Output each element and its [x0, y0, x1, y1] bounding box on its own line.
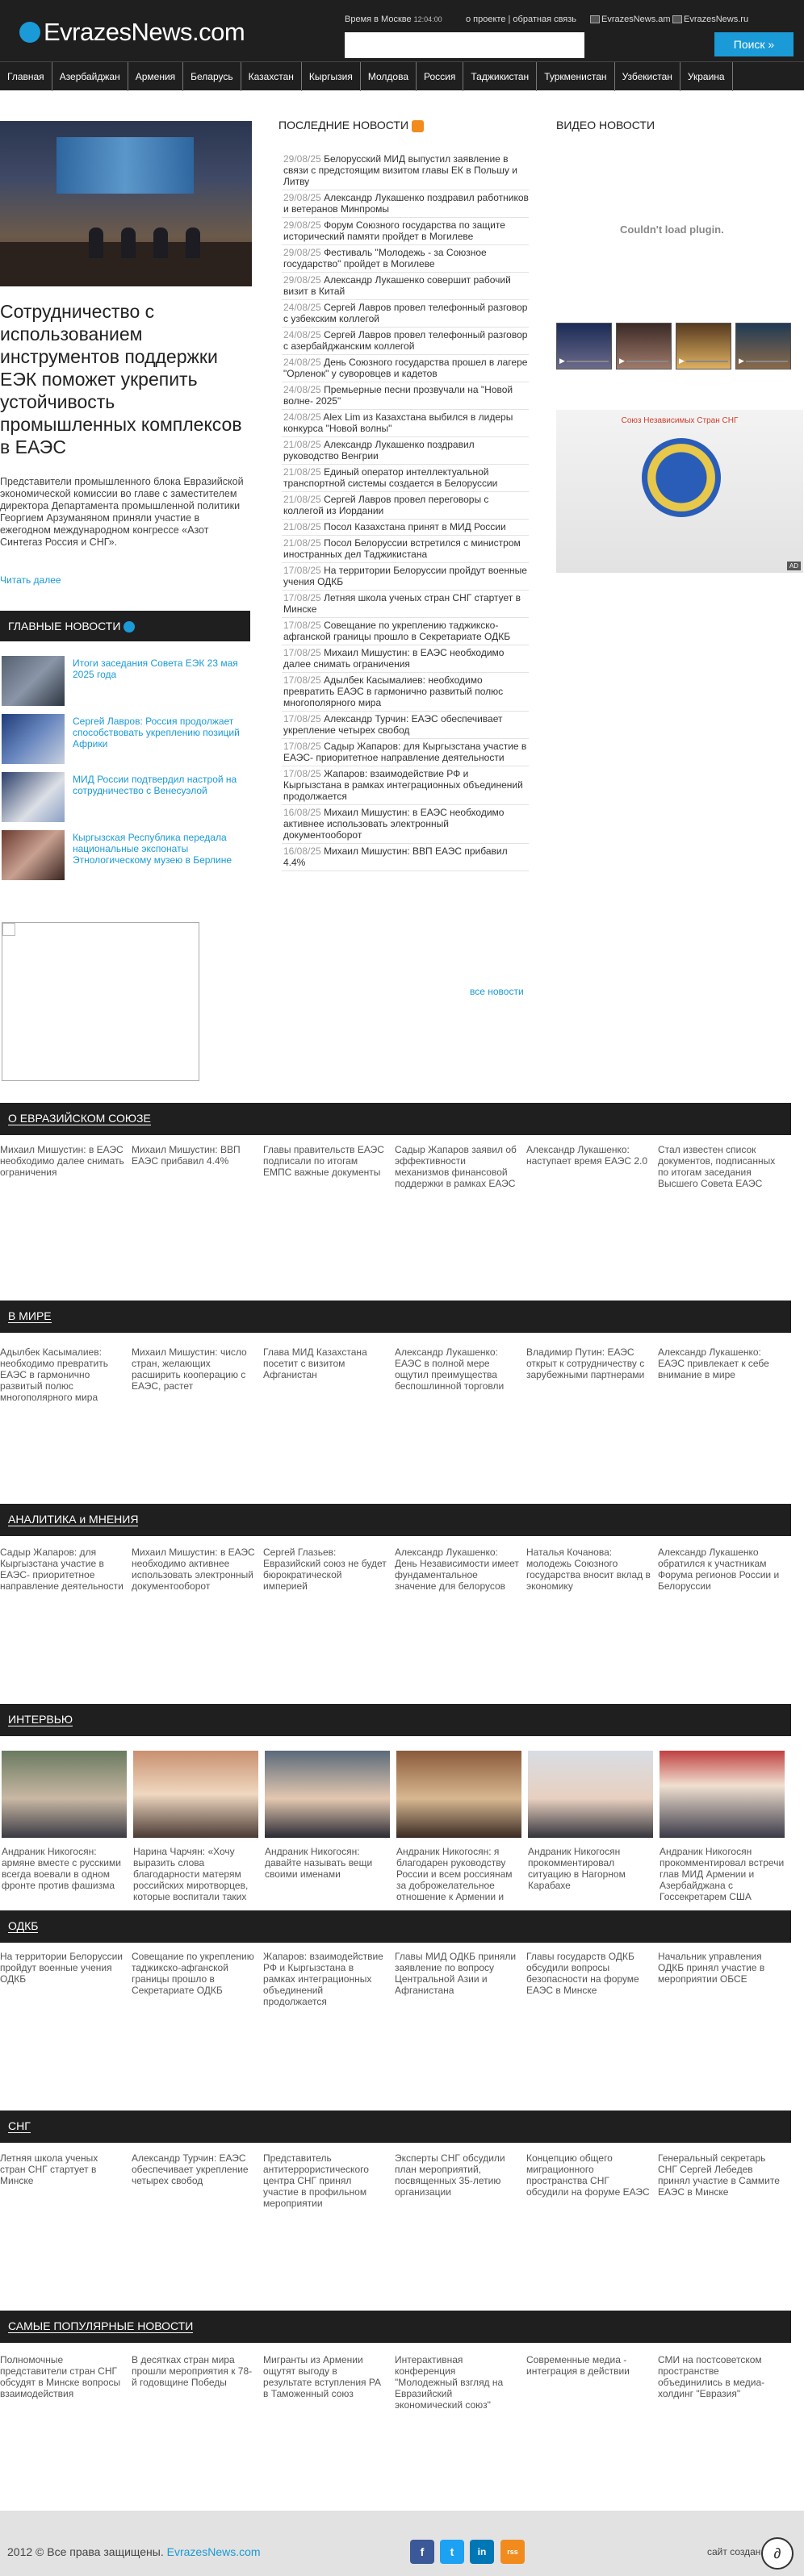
latest-news-item[interactable]: [282, 673, 529, 712]
news-title[interactable]: Александр Турчин: ЕАЭС обеспечивает укрепление четырех свобод: [283, 713, 503, 736]
latest-news-item[interactable]: [282, 382, 529, 410]
news-date: 24/08/25: [283, 329, 321, 340]
news-date: 17/08/25: [283, 565, 321, 576]
made-by-label: сайт создан: [707, 2546, 761, 2557]
moscow-time-value: 12:04:00: [413, 15, 442, 23]
news-date: 17/08/25: [283, 768, 321, 779]
section-item-link[interactable]: Александр Лукашенко: наступает время ЕАЭС 2.0: [526, 1144, 648, 1167]
feature-title[interactable]: Сотрудничество с использованием инструментов поддержки ЕЭК поможет укрепить устойчивость промышленных комплексов в ЕАЭС: [0, 301, 242, 457]
play-icon: ▶: [739, 357, 744, 365]
copyright: [7, 2545, 261, 2558]
latest-news-item[interactable]: [282, 520, 529, 536]
interview-photo[interactable]: [528, 1751, 653, 1838]
news-date: 17/08/25: [283, 647, 321, 658]
video-thumb[interactable]: [616, 323, 672, 369]
moscow-time: [345, 15, 442, 24]
latest-news-item[interactable]: [282, 739, 529, 766]
news-date: 24/08/25: [283, 302, 321, 313]
moscow-time-label: Время в Москве: [345, 15, 412, 24]
logo-globe-icon: [19, 22, 40, 43]
feature-lead: Представители промышленного блока Евразийской экономической комиссии во главе с заместителем директора Департамента промышленной политики Георгием Арзуманяном приняли участие в ежегодном международном конгрессе «Азот Синтегаз Россия и СНГ».: [0, 476, 244, 548]
latest-news-item[interactable]: [282, 805, 529, 844]
latest-news-item[interactable]: [282, 355, 529, 382]
interview-photo[interactable]: [133, 1751, 258, 1838]
play-icon: ▶: [559, 357, 565, 365]
interview-card[interactable]: [2, 1751, 127, 1891]
section-item-link[interactable]: Сергей Глазьев: Евразийский союз не будет бюрократической империей: [263, 1547, 387, 1592]
main-news-item[interactable]: [0, 830, 250, 882]
cis-banner[interactable]: [556, 410, 803, 573]
about-feedback-links[interactable]: о проекте | обратная связь: [466, 15, 577, 24]
linkedin-icon[interactable]: in: [470, 2540, 494, 2564]
interview-card[interactable]: [660, 1751, 785, 1902]
rss-icon[interactable]: [412, 120, 424, 132]
nav-item-2[interactable]: Армения: [128, 62, 183, 91]
news-title[interactable]: Летняя школа ученых стран СНГ стартует в Минске: [283, 592, 521, 615]
news-date: 21/08/25: [283, 537, 321, 549]
news-title[interactable]: Премьерные песни прозвучали на "Новой волне- 2025": [283, 384, 513, 407]
news-date: 16/08/25: [283, 807, 321, 818]
interview-link[interactable]: Андраник Никогосян прокомментировал встречи глав МИД Армении и Азербайджана с Госсекретарем США: [660, 1846, 785, 1902]
news-date: 24/08/25: [283, 411, 321, 423]
section-title[interactable]: ОДКБ: [8, 1919, 39, 1932]
section-item-link[interactable]: Генеральный секретарь СНГ Сергей Лебедев принял участие в Саммите ЕАЭС в Минске: [658, 2152, 780, 2198]
play-icon: ▶: [619, 357, 625, 365]
section-item-link[interactable]: Глава МИД Казахстана посетит с визитом Афганистан: [263, 1346, 367, 1380]
interview-link[interactable]: Андраник Никогосян: давайте называть вещи своими именами: [265, 1846, 373, 1880]
news-title[interactable]: Единый оператор интеллектуальной транспортной системы создается в Белоруссии: [283, 466, 498, 489]
interview-photo[interactable]: [265, 1751, 390, 1838]
video-thumb[interactable]: [676, 323, 731, 369]
latest-news-title: ПОСЛЕДНИЕ НОВОСТИ: [278, 119, 409, 132]
section-item-link[interactable]: Главы МИД ОДКБ приняли заявление по вопросу Центральной Азии и Афганистана: [395, 1951, 517, 1996]
news-date: 29/08/25: [283, 247, 321, 258]
news-date: 17/08/25: [283, 713, 321, 724]
news-date: 21/08/25: [283, 521, 321, 532]
section-item-link[interactable]: Адылбек Касымалиев: необходимо превратить ЕАЭС в гармонично развитый полюс многополярного мира: [0, 1346, 108, 1403]
main-news-thumb[interactable]: [2, 830, 65, 880]
all-news-link[interactable]: все новости: [470, 986, 524, 997]
section-title[interactable]: СНГ: [8, 2119, 31, 2132]
section-item-link[interactable]: Владимир Путин: ЕАЭС открыт к сотрудничеству с зарубежными партнерами: [526, 1346, 645, 1380]
top-bar: [0, 0, 804, 61]
news-title[interactable]: День Союзного государства прошел в лагере "Орленок" у суворовцев и кадетов: [283, 357, 528, 379]
developer-logo-icon[interactable]: ∂: [761, 2537, 794, 2570]
nav-item-8[interactable]: Таджикистан: [463, 62, 537, 91]
section-item-link[interactable]: Михаил Мишустин: число стран, желающих расширить кооперацию с ЕАЭС, растет: [132, 1346, 247, 1392]
latest-news-item[interactable]: [282, 536, 529, 563]
section-header-world: [0, 1301, 791, 1333]
news-title[interactable]: Форум Союзного государства по защите исторический памяти пройдет в Могилеве: [283, 219, 505, 242]
main-news-thumb[interactable]: [2, 714, 65, 764]
news-title[interactable]: Александр Лукашенко совершит рабочий визит в Китай: [283, 274, 511, 297]
latest-news-item[interactable]: [282, 492, 529, 520]
news-title[interactable]: Михаил Мишустин: ВВП ЕАЭС прибавил 4.4%: [283, 845, 508, 868]
nav-item-9[interactable]: Туркменистан: [537, 62, 614, 91]
news-title[interactable]: Адылбек Касымалиев: необходимо превратить ЕАЭС в гармонично развитый полюс многополярного мира: [283, 674, 504, 708]
interview-card[interactable]: [528, 1751, 653, 1891]
news-date: 29/08/25: [283, 274, 321, 286]
nav-item-4[interactable]: Казахстан: [241, 62, 302, 91]
video-thumb[interactable]: [735, 323, 791, 369]
flag-ru-icon: [672, 15, 682, 23]
facebook-icon[interactable]: f: [410, 2540, 434, 2564]
news-title[interactable]: Alex Lim из Казахстана выбился в лидеры конкурса "Новой волны": [283, 411, 513, 434]
interview-link[interactable]: Андраник Никогосян: армяне вместе с русскими всегда воевали в одном фронте против фашизма: [2, 1846, 121, 1891]
news-title[interactable]: Посол Казахстана принят в МИД России: [324, 521, 506, 532]
latest-news-list: [282, 152, 529, 871]
news-date: 24/08/25: [283, 357, 321, 368]
interview-card[interactable]: [133, 1751, 258, 1902]
section-item-link[interactable]: В десятках стран мира прошли мероприятия к 78-й годовщине Победы: [132, 2354, 253, 2388]
section-item-link[interactable]: Садыр Жапаров заявил об эффективности механизмов финансовой поддержки в рамках ЕАЭС: [395, 1144, 517, 1189]
main-news-link[interactable]: Итоги заседания Совета ЕЭК 23 мая 2025 года: [73, 658, 238, 680]
news-date: 17/08/25: [283, 620, 321, 631]
news-title[interactable]: Сергей Лавров провел телефонный разговор с узбекским коллегой: [283, 302, 528, 324]
play-icon: ▶: [679, 357, 685, 365]
latest-news-item[interactable]: [282, 766, 529, 805]
latest-news-header: [278, 119, 424, 132]
nav-item-11[interactable]: Украина: [680, 62, 733, 91]
latest-news-item[interactable]: [282, 645, 529, 673]
section-title[interactable]: О ЕВРАЗИЙСКОМ СОЮЗЕ: [8, 1112, 151, 1125]
section-item-link[interactable]: Представитель антитеррористического центра СНГ принял участие в профильном мероприятии: [263, 2152, 369, 2209]
interview-card[interactable]: [396, 1751, 521, 1902]
rss-footer-icon[interactable]: rss: [500, 2540, 525, 2564]
video-thumb[interactable]: [556, 323, 612, 369]
feature-photo[interactable]: [0, 121, 252, 286]
section-item-link[interactable]: Интерактивная конференция "Молодежный взгляд на Евразийский экономический союз": [395, 2354, 504, 2411]
section-item-link[interactable]: СМИ на постсоветском пространстве объединились в медиа-холдинг "Евразия": [658, 2354, 765, 2399]
broken-image-icon: [2, 923, 15, 936]
video-thumbnails: [556, 323, 803, 369]
nav-item-1[interactable]: Азербайджан: [52, 62, 128, 91]
section-header-popular: [0, 2311, 791, 2343]
flag-link-ru[interactable]: [672, 15, 748, 24]
interview-photo[interactable]: [396, 1751, 521, 1838]
latest-news-item[interactable]: [282, 300, 529, 328]
section-item-link[interactable]: Эксперты СНГ обсудили план мероприятий, посвященных 35-летию организации: [395, 2152, 505, 2198]
copyright-text: 2012 © Все права защищены.: [7, 2545, 164, 2558]
section-item-link[interactable]: Александр Турчин: ЕАЭС обеспечивает укрепление четырех свобод: [132, 2152, 249, 2186]
section-title[interactable]: АНАЛИТИКА и МНЕНИЯ: [8, 1513, 139, 1526]
latest-news-item[interactable]: [282, 410, 529, 437]
site-logo[interactable]: [19, 18, 245, 47]
section-item-link[interactable]: Начальник управления ОДКБ принял участие в мероприятии ОБСЕ: [658, 1951, 765, 1985]
main-news-title: ГЛАВНЫЕ НОВОСТИ: [8, 620, 121, 633]
nav-item-3[interactable]: Беларусь: [183, 62, 241, 91]
section-header-analytics: [0, 1504, 791, 1536]
interview-photo[interactable]: [2, 1751, 127, 1838]
read-more-link[interactable]: Читать далее: [0, 574, 61, 586]
interview-link[interactable]: Нарина Чарчян: «Хочу выразить слова благодарности матерям российских миротворцев, которые воспитали таких: [133, 1846, 249, 1902]
section-item-link[interactable]: Главы государств ОДКБ обсудили вопросы безопасности на форуме ЕАЭС в Минске: [526, 1951, 639, 1996]
cis-emblem-icon: [642, 438, 721, 517]
news-date: 17/08/25: [283, 741, 321, 752]
section-title[interactable]: ИНТЕРВЬЮ: [8, 1713, 73, 1726]
news-date: 17/08/25: [283, 592, 321, 603]
latest-news-item[interactable]: [282, 618, 529, 645]
flag-am-label: EvrazesNews.am: [601, 15, 671, 24]
section-header-cis: [0, 2110, 791, 2143]
ad-badge: AD: [787, 562, 801, 570]
main-news-link[interactable]: Сергей Лавров: Россия продолжает способствовать укреплению позиций Африки: [73, 716, 240, 749]
section-item-link[interactable]: Садыр Жапаров: для Кыргызстана участие в ЕАЭС- приоритетное направление деятельности: [0, 1547, 124, 1592]
flag-am-icon: [590, 15, 600, 23]
section-item-link[interactable]: Стал известен список документов, подписанных по итогам заседания Высшего Совета ЕАЭС: [658, 1144, 776, 1189]
broken-image-ad[interactable]: [2, 922, 199, 1081]
news-title[interactable]: Александр Лукашенко поздравил работников и ветеранов Минпромы: [283, 192, 529, 215]
cis-banner-title: Союз Независимых Стран СНГ: [621, 416, 739, 425]
news-title[interactable]: Фестиваль "Молодежь - за Союзное государство" пройдет в Могилеве: [283, 247, 487, 269]
flag-ru-label: EvrazesNews.ru: [684, 15, 749, 24]
latest-news-item[interactable]: [282, 190, 529, 218]
footer: [0, 2511, 804, 2576]
news-title[interactable]: На территории Белоруссии пройдут военные учения ОДКБ: [283, 565, 527, 587]
news-title[interactable]: Жапаров: взаимодействие РФ и Кыргызстана в рамках интеграционных объединений продолжается: [283, 768, 523, 802]
latest-news-item[interactable]: [282, 218, 529, 245]
latest-news-item[interactable]: [282, 844, 529, 871]
news-date: 29/08/25: [283, 219, 321, 231]
news-date: 21/08/25: [283, 466, 321, 478]
main-news-item[interactable]: [0, 656, 250, 708]
latest-news-item[interactable]: [282, 591, 529, 618]
section-item-link[interactable]: Александр Лукашенко: День Независимости имеет фундаментальное значение для белорусов: [395, 1547, 519, 1592]
news-date: 29/08/25: [283, 192, 321, 203]
flag-link-am[interactable]: [590, 15, 671, 24]
section-item-link[interactable]: Жапаров: взаимодействие РФ и Кыргызстана в рамках интеграционных объединений продолжается: [263, 1951, 383, 2007]
search-input[interactable]: [345, 32, 584, 58]
news-date: 29/08/25: [283, 153, 321, 165]
video-news-title: ВИДЕО НОВОСТИ: [556, 119, 655, 132]
news-title[interactable]: Михаил Мишустин: в ЕАЭС необходимо активнее использовать электронный документооборот: [283, 807, 505, 841]
main-news-item[interactable]: [0, 772, 250, 824]
interview-photo[interactable]: [660, 1751, 785, 1838]
interview-card[interactable]: [265, 1751, 390, 1880]
latest-news-item[interactable]: [282, 273, 529, 300]
section-item-link[interactable]: Концепцию общего миграционного пространства СНГ обсудили на форуме ЕАЭС: [526, 2152, 650, 2198]
nav-item-5[interactable]: Кыргызия: [302, 62, 361, 91]
main-news-item[interactable]: [0, 714, 250, 766]
section-item-link[interactable]: Совещание по укреплению таджикско-афганской границы прошло в Секретариате ОДКБ: [132, 1951, 254, 1996]
news-title[interactable]: Совещание по укреплению таджикско-афганской границы прошло в Секретариате ОДКБ: [283, 620, 511, 642]
main-news-thumb[interactable]: [2, 656, 65, 706]
section-header-interview: [0, 1704, 791, 1736]
nav-item-7[interactable]: Россия: [417, 62, 463, 91]
nav-item-0[interactable]: Главная: [0, 62, 52, 91]
section-item-link[interactable]: Полномочные представители стран СНГ обсудят в Минске вопросы взаимодействия: [0, 2354, 121, 2399]
section-item-link[interactable]: На территории Белоруссии пройдут военные учения ОДКБ: [0, 1951, 123, 1985]
latest-news-item[interactable]: [282, 563, 529, 591]
latest-news-item[interactable]: [282, 465, 529, 492]
latest-news-item[interactable]: [282, 712, 529, 739]
logo-text: EvrazesNews.com: [44, 18, 245, 46]
section-header-eaeu: [0, 1103, 791, 1135]
section-title[interactable]: В МИРЕ: [8, 1309, 52, 1322]
news-title[interactable]: Александр Лукашенко поздравил руководство Венгрии: [283, 439, 475, 461]
news-date: 24/08/25: [283, 384, 321, 395]
main-news-thumb[interactable]: [2, 772, 65, 822]
section-item-link[interactable]: Летняя школа ученых стран СНГ стартует в Минске: [0, 2152, 98, 2186]
info-icon: [124, 621, 135, 633]
news-title[interactable]: Посол Белоруссии встретился с министром иностранных дел Таджикистана: [283, 537, 521, 560]
section-item-link[interactable]: Михаил Мишустин: ВВП ЕАЭС прибавил 4.4%: [132, 1144, 241, 1167]
main-nav: [0, 61, 804, 90]
interview-link[interactable]: Андраник Никогосян прокомментировал ситуацию в Нагорном Карабахе: [528, 1846, 626, 1891]
main-news-link[interactable]: Кыргызская Республика передала национальные экспонаты Этнологическому музею в Берлине: [73, 832, 232, 866]
news-title[interactable]: Сергей Лавров провел переговоры с коллегой из Иордании: [283, 494, 489, 516]
nav-item-10[interactable]: Узбекистан: [615, 62, 680, 91]
twitter-icon[interactable]: t: [440, 2540, 464, 2564]
news-title[interactable]: Михаил Мишустин: в ЕАЭС необходимо далее снимать ограничения: [283, 647, 505, 670]
search-button[interactable]: Поиск »: [714, 32, 794, 56]
latest-news-item[interactable]: [282, 245, 529, 273]
latest-news-item[interactable]: [282, 328, 529, 355]
news-title[interactable]: Садыр Жапаров: для Кыргызстана участие в ЕАЭС- приоритетное направление деятельности: [283, 741, 527, 763]
section-title[interactable]: САМЫЕ ПОПУЛЯРНЫЕ НОВОСТИ: [8, 2319, 194, 2332]
news-title[interactable]: Сергей Лавров провел телефонный разговор с азербайджанским коллегой: [283, 329, 528, 352]
section-item-link[interactable]: Михаил Мишустин: в ЕАЭС необходимо далее снимать ограничения: [0, 1144, 124, 1178]
section-item-link[interactable]: Наталья Кочанова: молодежь Союзного государства вносит вклад в экономику: [526, 1547, 651, 1592]
section-item-link[interactable]: Главы правительств ЕАЭС подписали по итогам ЕМПС важные документы: [263, 1144, 384, 1178]
news-date: 17/08/25: [283, 674, 321, 686]
plugin-error-message: Couldn't load plugin.: [620, 223, 724, 236]
main-news-link[interactable]: МИД России подтвердил настрой на сотрудничество с Венесуэлой: [73, 774, 237, 796]
latest-news-item[interactable]: [282, 152, 529, 190]
interview-link[interactable]: Андраник Никогосян: я благодарен руководству России и всем россиянам за доброжелательное отношение к Армении и: [396, 1846, 513, 1902]
section-header-csto: [0, 1910, 791, 1943]
news-date: 21/08/25: [283, 439, 321, 450]
section-item-link[interactable]: Александр Лукашенко: ЕАЭС в полной мере ощутил преимущества беспошлинной торговли: [395, 1346, 505, 1392]
main-news-header: [0, 611, 250, 641]
news-title[interactable]: Белорусский МИД выпустил заявление в связи с предстоящим визитом главы ЕК в Польшу и Литву: [283, 153, 517, 187]
news-date: 21/08/25: [283, 494, 321, 505]
section-item-link[interactable]: Александр Лукашенко: ЕАЭС привлекает к себе внимание в мире: [658, 1346, 769, 1380]
section-item-link[interactable]: Александр Лукашенко обратился к участникам Форума регионов России и Белоруссии: [658, 1547, 780, 1592]
latest-news-item[interactable]: [282, 437, 529, 465]
news-date: 16/08/25: [283, 845, 321, 857]
nav-item-6[interactable]: Молдова: [361, 62, 417, 91]
section-item-link[interactable]: Мигранты из Армении ощутят выгоду в результате вступления РА в Таможенный союз: [263, 2354, 382, 2399]
footer-site-link[interactable]: EvrazesNews.com: [166, 2545, 261, 2558]
section-item-link[interactable]: Михаил Мишустин: в ЕАЭС необходимо активнее использовать электронный документооборот: [132, 1547, 255, 1592]
section-item-link[interactable]: Современные медиа - интеграция в действии: [526, 2354, 630, 2377]
